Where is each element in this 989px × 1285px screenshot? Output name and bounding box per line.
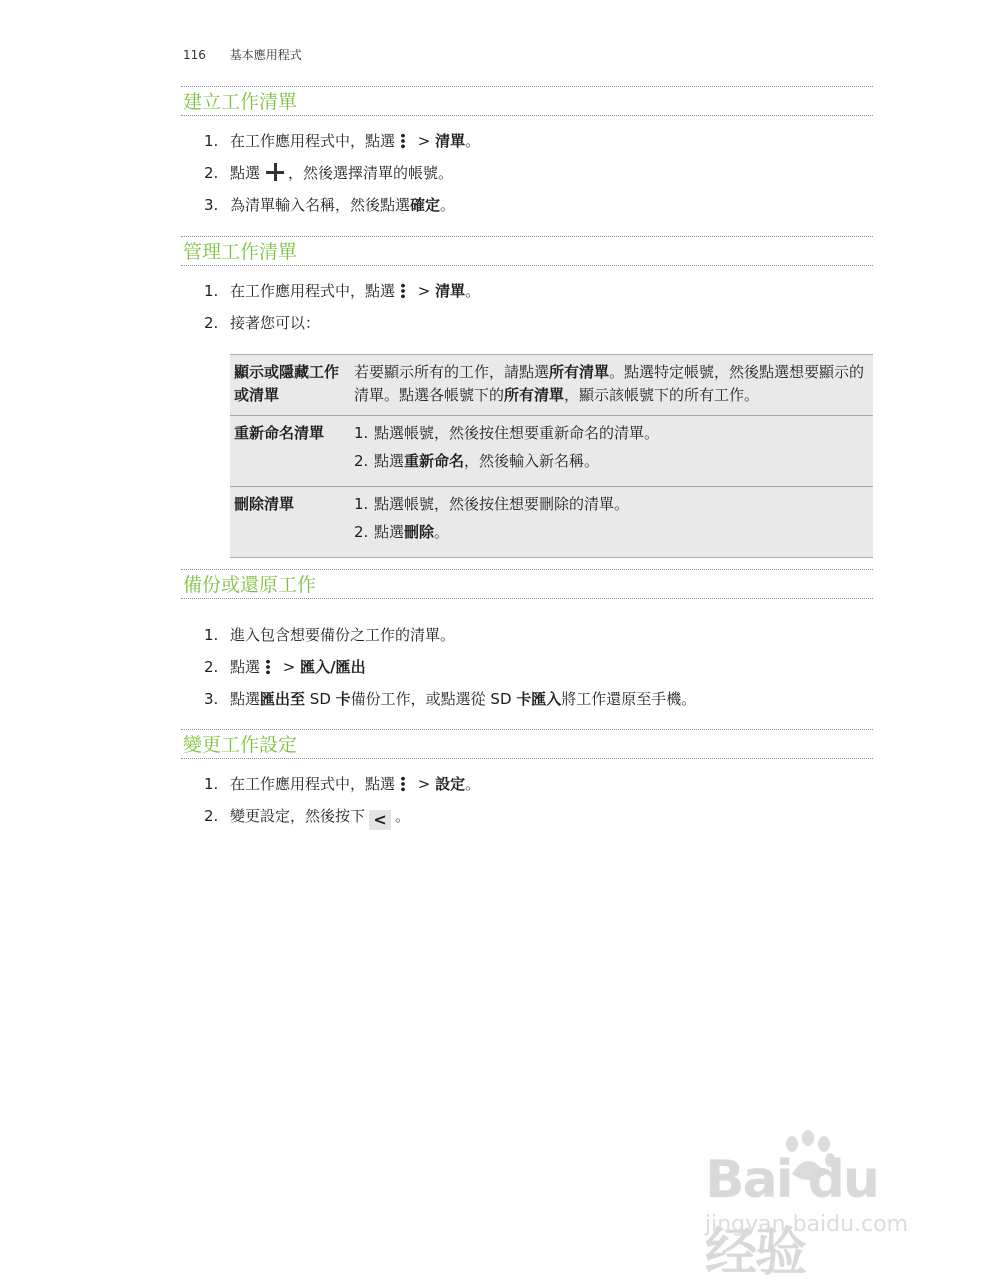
step-number: 1. (354, 424, 369, 442)
step-text: 。 (440, 196, 456, 214)
step-number: 1. (204, 626, 219, 644)
section-create-list (181, 86, 873, 221)
more-vertical-icon (401, 283, 405, 299)
step-sep: > (413, 282, 436, 300)
section-manage-lists (181, 236, 873, 558)
step-number: 1. (204, 282, 219, 300)
list-item (181, 683, 873, 715)
step-text: 接著您可以： (230, 314, 321, 332)
desc-text: 。點選特定帳號，然後點選想要顯示的清單。點選各帳號下的 (354, 363, 865, 404)
section-title: 備份或還原工作 (181, 569, 873, 599)
row-label: 重新命名清單 (230, 416, 350, 487)
section-backup-restore (181, 569, 873, 715)
list-item (181, 189, 873, 221)
step-sep: > (413, 775, 436, 793)
more-vertical-icon (266, 659, 270, 675)
step-text: 。 (465, 132, 481, 150)
desc-text: 若要顯示所有的工作，請點選 (354, 363, 550, 381)
step-number: 2. (204, 658, 219, 676)
list-item (354, 493, 869, 521)
step-bold: 重新命名 (404, 452, 465, 470)
list-item (181, 768, 873, 800)
step-bold: 確定 (410, 196, 441, 214)
section-title: 建立工作清單 (181, 86, 873, 116)
sub-steps (354, 422, 869, 478)
list-item (181, 651, 873, 683)
step-text: 。 (465, 775, 481, 793)
list-item (181, 125, 873, 157)
baidu-watermark (700, 1130, 940, 1283)
step-number: 2. (204, 164, 219, 182)
list-item (354, 422, 869, 450)
step-sep: > (413, 132, 436, 150)
list-item (354, 521, 869, 549)
step-text: 點選 (374, 523, 405, 541)
more-vertical-icon (401, 776, 405, 792)
step-text: 進入包含想要備份之工作的清單。 (230, 626, 456, 644)
desc-bold: 所有清單 (549, 363, 610, 381)
step-number: 1. (354, 495, 369, 513)
list-item (181, 157, 873, 189)
step-bold: 清單 (435, 282, 466, 300)
desc-bold: 所有清單 (504, 386, 565, 404)
section-title: 管理工作清單 (181, 236, 873, 266)
step-bold: 設定 (435, 775, 466, 793)
desc-text: ，顯示該帳號下的所有工作。 (564, 386, 760, 404)
row-desc (350, 416, 873, 487)
row-label: 顯示或隱藏工作或清單 (230, 355, 350, 416)
step-text: 點選 (230, 690, 261, 708)
step-sep: > (278, 658, 301, 676)
step-text: 在工作應用程式中，點選 (230, 775, 396, 793)
more-vertical-icon (401, 133, 405, 149)
step-number: 2. (354, 452, 369, 470)
step-number: 2. (354, 523, 369, 541)
step-bold: 匯出至 (260, 690, 306, 708)
watermark-brand: Bai du 经验 (705, 1150, 878, 1283)
step-text: 。 (395, 807, 411, 825)
steps-list (181, 275, 873, 339)
step-text: 點選帳號，然後按住想要刪除的清單。 (374, 495, 630, 513)
step-text: ，然後輸入新名稱。 (464, 452, 600, 470)
step-bold: 刪除 (404, 523, 435, 541)
step-bold: 卡匯入 (516, 690, 562, 708)
step-text: 點選 (230, 164, 261, 182)
step-text: 點選 (374, 452, 405, 470)
steps-list (181, 619, 873, 715)
row-desc (350, 487, 873, 558)
step-text: 。 (434, 523, 450, 541)
step-text: 在工作應用程式中，點選 (230, 132, 396, 150)
step-text: 點選帳號，然後按住想要重新命名的清單。 (374, 424, 660, 442)
list-item (181, 800, 873, 832)
step-bold: 清單 (435, 132, 466, 150)
section-change-settings (181, 729, 873, 832)
step-text: 在工作應用程式中，點選 (230, 282, 396, 300)
step-number: 3. (204, 690, 219, 708)
step-bold: 卡 (335, 690, 351, 708)
page-header (183, 46, 302, 63)
step-text: ，然後選擇清單的帳號。 (288, 164, 454, 182)
steps-list (181, 125, 873, 221)
step-text: 點選 (230, 658, 261, 676)
step-number: 2. (204, 314, 219, 332)
sub-steps (354, 493, 869, 549)
list-item (354, 450, 869, 478)
step-text: 變更設定，然後按下 (230, 807, 366, 825)
step-text: 為清單輸入名稱，然後點選 (230, 196, 411, 214)
list-item (181, 619, 873, 651)
row-label: 刪除清單 (230, 487, 350, 558)
step-text: 。 (465, 282, 481, 300)
step-number: 2. (204, 807, 219, 825)
list-item (181, 275, 873, 307)
step-number: 1. (204, 775, 219, 793)
step-number: 3. (204, 196, 219, 214)
options-table (230, 354, 873, 558)
step-bold: 匯入/匯出 (300, 658, 366, 676)
watermark-url: jingyan.baidu.com (705, 1212, 909, 1237)
step-number: 1. (204, 132, 219, 150)
section-title: 變更工作設定 (181, 729, 873, 759)
steps-list (181, 768, 873, 832)
table-row (230, 355, 873, 416)
step-text: SD (305, 690, 336, 708)
chapter-title: 基本應用程式 (229, 48, 302, 62)
page-number: 116 (183, 48, 206, 62)
table-row (230, 487, 873, 558)
row-desc (350, 355, 873, 416)
step-text: 將工作還原至手機。 (561, 690, 697, 708)
back-chevron-icon: < (369, 810, 391, 830)
step-text: 備份工作，或點選從 SD (350, 690, 517, 708)
plus-icon (266, 163, 284, 181)
list-item (181, 307, 873, 339)
table-row (230, 416, 873, 487)
